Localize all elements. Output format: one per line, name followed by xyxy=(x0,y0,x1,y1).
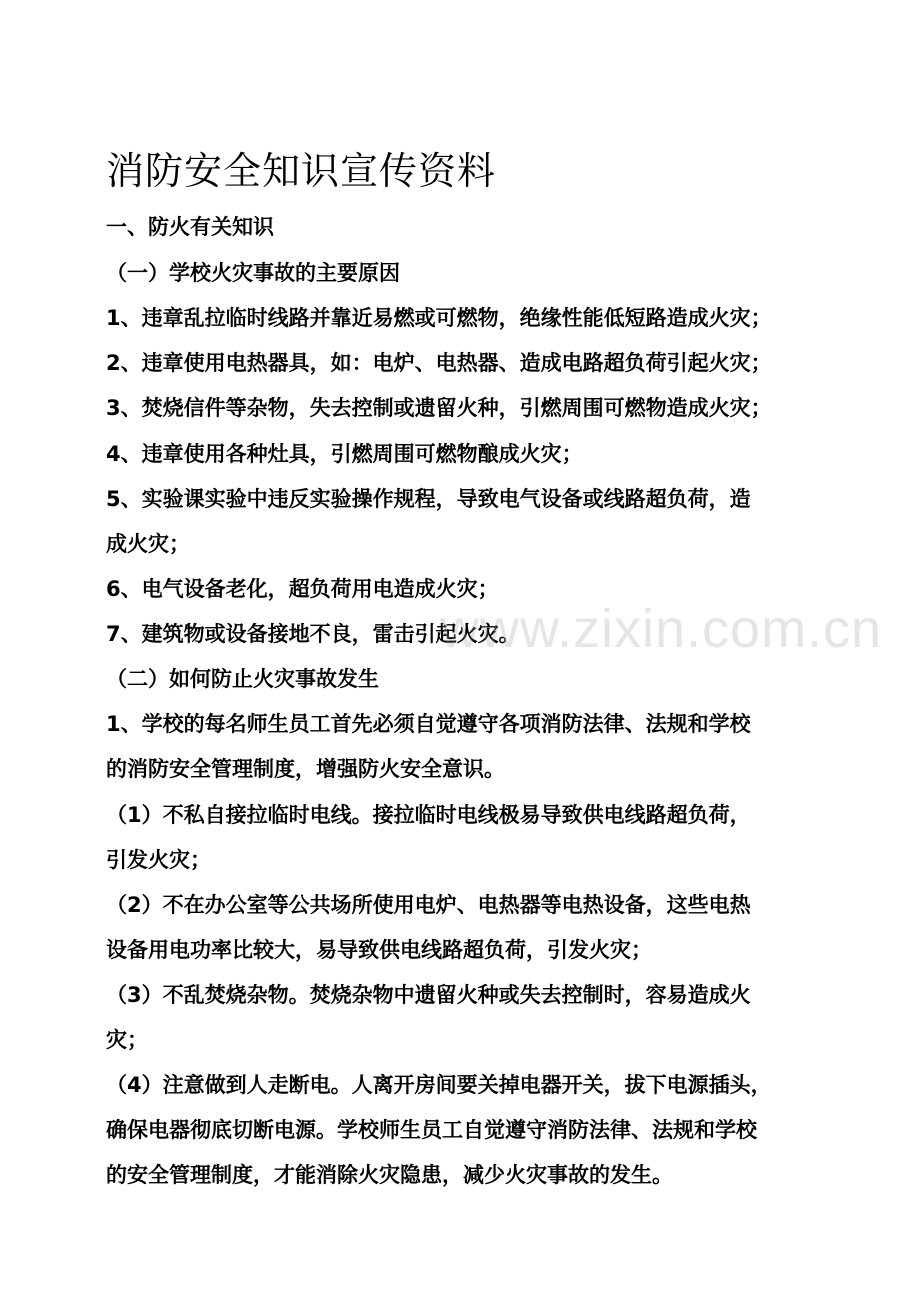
paragraph-line: 灾； xyxy=(106,1028,148,1052)
paragraph-line: 成火灾； xyxy=(106,532,190,556)
paragraph-line: 1、违章乱拉临时线路并靠近易燃或可燃物，绝缘性能低短路造成火灾； xyxy=(106,306,772,330)
paragraph-line: （4）注意做到人走断电。人离开房间要关掉电器开关，拔下电源插头， xyxy=(106,1073,772,1097)
paragraph-line: 7、建筑物或设备接地不良，雷击引起火灾。 xyxy=(106,622,520,646)
paragraph-line: （1）不私自接拉临时电线。接拉临时电线极易导致供电线路超负荷， xyxy=(106,803,751,827)
subsection-heading: （二）如何防止火灾事故发生 xyxy=(106,667,379,691)
paragraph-line: 的消防安全管理制度，增强防火安全意识。 xyxy=(106,757,505,781)
paragraph-line: 3、焚烧信件等杂物，失去控制或遗留火种，引燃周围可燃物造成火灾； xyxy=(106,396,772,420)
paragraph-line: 确保电器彻底切断电源。学校师生员工自觉遵守消防法律、法规和学校 xyxy=(106,1118,757,1142)
paragraph-line: 6、电气设备老化，超负荷用电造成火灾； xyxy=(106,577,499,601)
document-title: 消防安全知识宣传资料 xyxy=(106,149,497,193)
watermark: www.zixin.com.cn xyxy=(440,599,883,659)
paragraph-line: （2）不在办公室等公共场所使用电炉、电热器等电热设备，这些电热 xyxy=(106,893,751,917)
paragraph-line: 的安全管理制度，才能消除火灾隐患，减少火灾事故的发生。 xyxy=(106,1163,673,1187)
subsection-heading: （一）学校火灾事故的主要原因 xyxy=(106,261,400,285)
paragraph-line: 引发火灾； xyxy=(106,848,211,872)
paragraph-line: 2、违章使用电热器具，如：电炉、电热器、造成电路超负荷引起火灾； xyxy=(106,351,772,375)
section-heading: 一、防火有关知识 xyxy=(106,215,274,239)
paragraph-line: 1、学校的每名师生员工首先必须自觉遵守各项消防法律、法规和学校 xyxy=(106,712,751,736)
paragraph-line: （3）不乱焚烧杂物。焚烧杂物中遗留火种或失去控制时，容易造成火 xyxy=(106,983,751,1007)
paragraph-line: 4、违章使用各种灶具，引燃周围可燃物酿成火灾； xyxy=(106,442,583,466)
paragraph-line: 5、实验课实验中违反实验操作规程，导致电气设备或线路超负荷，造 xyxy=(106,487,751,511)
paragraph-line: 设备用电功率比较大，易导致供电线路超负荷，引发火灾； xyxy=(106,938,652,962)
